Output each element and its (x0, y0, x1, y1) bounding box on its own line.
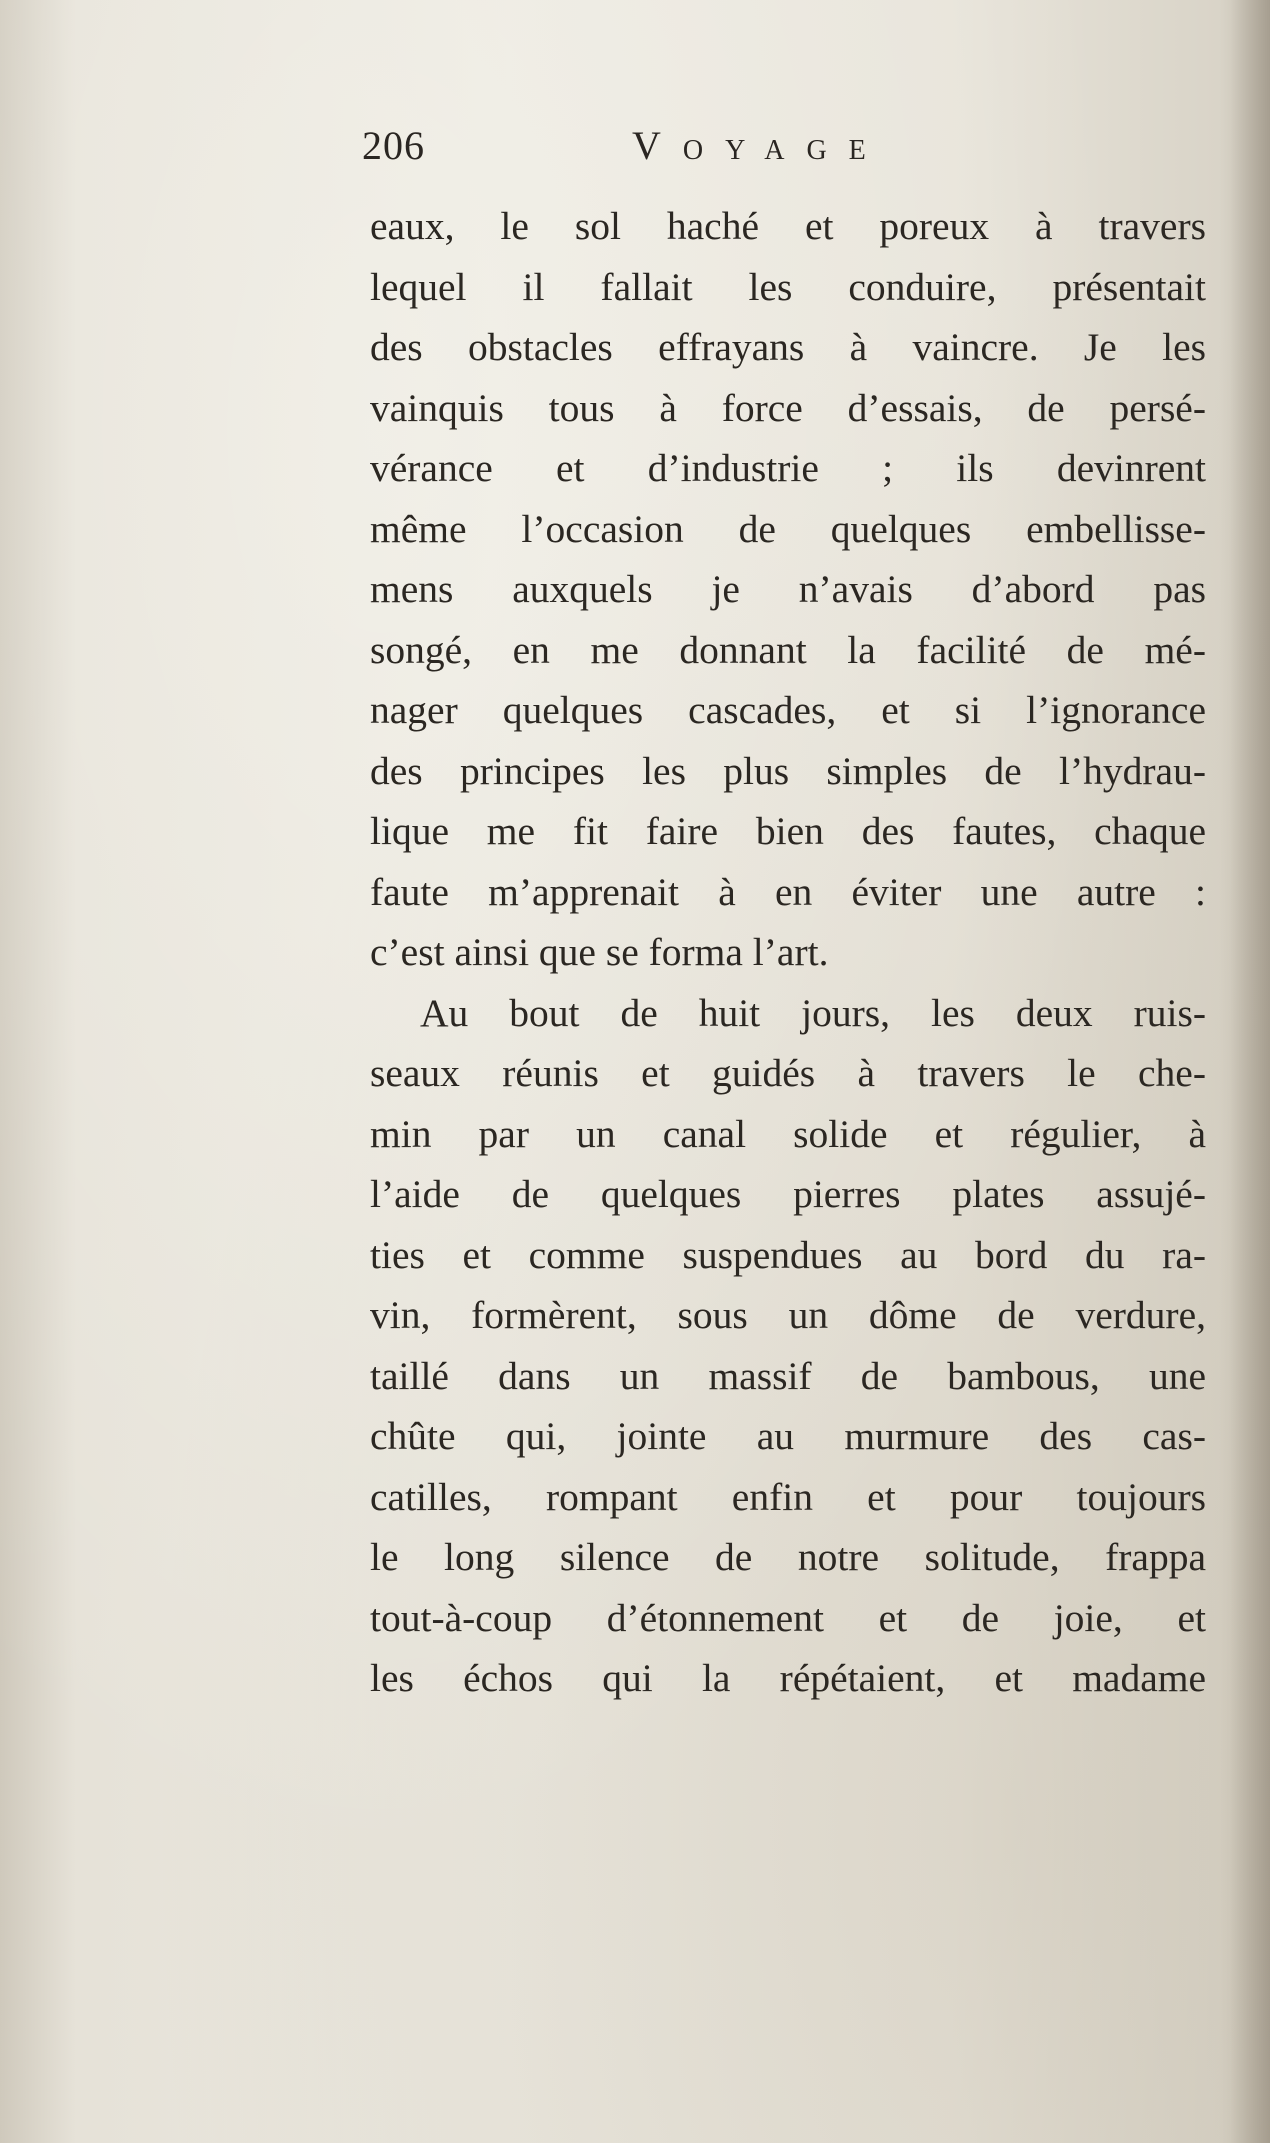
text-line: les échos qui la répétaient, et madame (370, 1656, 1206, 1700)
text-line: catilles, rompant enfin et pour toujours (370, 1474, 1206, 1519)
page-number: 206 (362, 123, 425, 168)
text-line: mens auxquels je n’avais d’abord pas (370, 567, 1206, 611)
page-header (362, 122, 1202, 182)
text-line: l’aide de quelques pierres plates assujé- (370, 1172, 1206, 1216)
text-line: ties et comme suspendues au bord du ra- (370, 1232, 1206, 1277)
text-line: des obstacles effrayans à vaincre. Je les (370, 325, 1206, 369)
body-text (370, 196, 1206, 1709)
text-line: nager quelques cascades, et si l’ignorance (370, 688, 1206, 732)
text-line: tout-à-coup d’étonnement et de joie, et (370, 1595, 1206, 1640)
page-fold-shadow (1230, 0, 1270, 2143)
text-line: vin, formèrent, sous un dôme de verdure, (370, 1293, 1206, 1337)
running-head: Voyage (632, 123, 888, 168)
text-line: seaux réunis et guidés à travers le che- (370, 1051, 1206, 1095)
text-line: lequel il fallait les conduire, présentait (370, 264, 1206, 309)
text-line: faute m’apprenait à en éviter une autre : (370, 869, 1206, 914)
paragraph-start-line: Au bout de huit jours, les deux ruis- (420, 990, 1206, 1035)
text-line: chûte qui, jointe au murmure des cas- (370, 1414, 1206, 1458)
text-line: eaux, le sol haché et poreux à travers (370, 204, 1206, 248)
text-line: lique me fit faire bien des fautes, chaque (370, 809, 1206, 853)
text-line: le long silence de notre solitude, frappa (370, 1535, 1206, 1579)
text-line: min par un canal solide et régulier, à (370, 1111, 1206, 1156)
text-line: des principes les plus simples de l’hydrau- (370, 748, 1206, 793)
text-line: c’est ainsi que se forma l’art. (370, 930, 829, 974)
text-line: vainquis tous à force d’essais, de persé- (370, 385, 1206, 430)
text-line: même l’occasion de quelques embellisse- (370, 506, 1206, 551)
text-line: vérance et d’industrie ; ils devinrent (370, 446, 1206, 490)
text-line: taillé dans un massif de bambous, une (370, 1353, 1206, 1398)
text-line: songé, en me donnant la facilité de mé- (370, 627, 1206, 672)
